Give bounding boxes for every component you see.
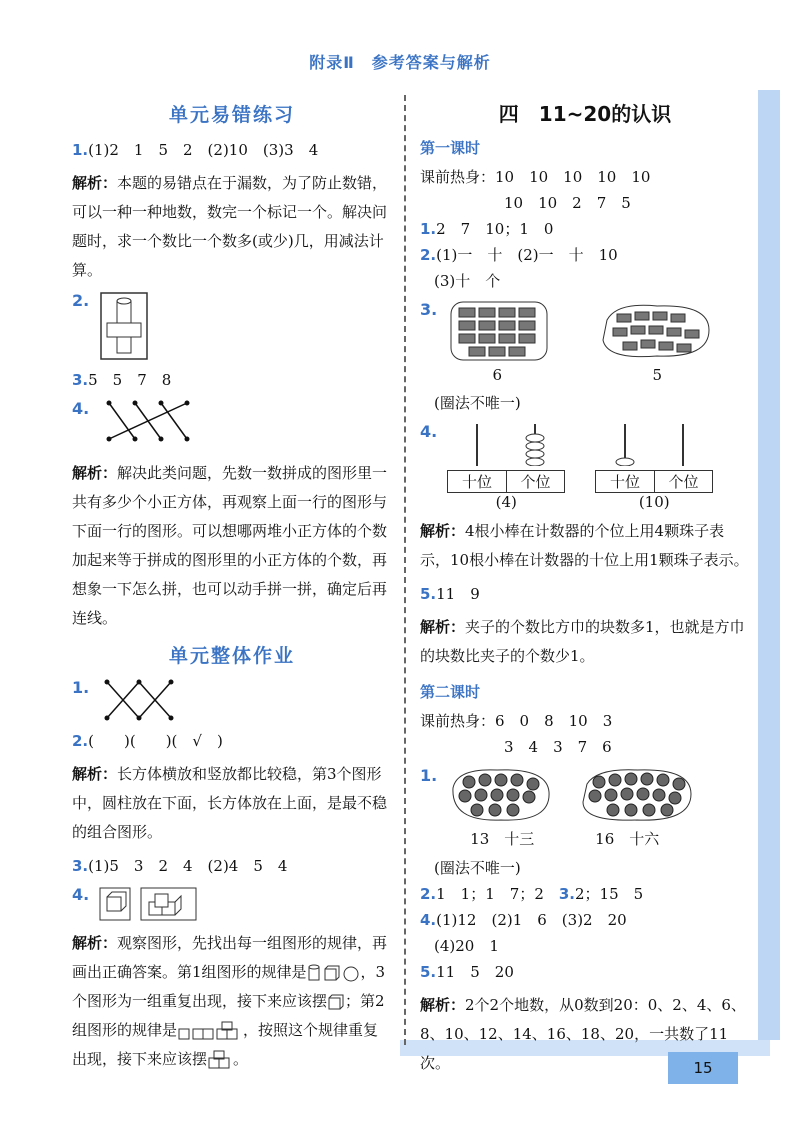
page-number: 15 [668, 1052, 738, 1084]
answer-number: 3. [558, 885, 576, 903]
counter-abacus-1 [447, 422, 565, 511]
abacus-rods-drawing [447, 422, 565, 466]
answer-text: ( )( )( √ ) [88, 732, 223, 750]
answer-text: 1 1；1 7；2 [436, 885, 544, 903]
warmup-line: 3 4 3 7 6 [504, 738, 612, 756]
lesson2-answer-4-cont: (4)20 1 [434, 937, 499, 955]
answer-2 [72, 291, 392, 361]
answer-number: 5. [420, 963, 437, 981]
answer-number: 2. [72, 291, 90, 310]
explanation-4 [72, 929, 392, 1074]
cube-icon [327, 993, 345, 1011]
warmup-line: 课前热身：6 0 8 10 3 [420, 712, 613, 730]
solid-figure-drawing [99, 291, 149, 361]
lesson2-answer-2-3 [420, 881, 750, 907]
answer-4 [420, 422, 750, 511]
figure-caption: 5 [652, 366, 662, 384]
answer-number: 4. [420, 422, 438, 441]
answer-text: 11 5 20 [436, 963, 514, 981]
section-title-homework: 单元整体作业 [168, 645, 295, 667]
matching-lines-drawing [99, 678, 179, 722]
explanation-label: 解析： [420, 996, 466, 1014]
homework-2 [72, 728, 392, 754]
left-column [72, 92, 392, 1080]
tens-place-label: 十位 [596, 471, 655, 492]
explanation-label: 解析： [420, 618, 466, 636]
answer-number: 5. [420, 585, 437, 603]
ones-place-label: 个位 [668, 473, 699, 491]
answer-text: (1)12 (2)1 6 (3)2 20 [436, 911, 627, 929]
explanation-text: 解决此类问题，先数一数拼成的图形里一共有多少个小正方体，再观察上面一行的图形与下面一行的图形。可以想哪两堆小正方体的个数加起来等于拼成的图形里的小正方体的个数，再想象一下怎么拼，也可以动手拼一拼，确定后再连线。 [72, 464, 388, 627]
page-header: 附录Ⅱ 参考答案与解析 [309, 53, 491, 72]
lesson2-answer-5 [420, 959, 750, 985]
section-title-errors: 单元易错练习 [168, 104, 295, 126]
counter-abacus-2 [595, 422, 713, 511]
explanation-2 [72, 459, 392, 633]
chapter-title: 四 11~20的认识 [498, 102, 672, 126]
explanation-text: ；第2组图形的规律是 [72, 992, 385, 1039]
answer-text: 5 5 7 8 [88, 371, 172, 389]
cube-stack-icon [207, 1049, 233, 1071]
explanation-label: 解析： [72, 765, 118, 783]
figure-caption: 16 十六 [595, 830, 660, 848]
answer-number: 1. [420, 220, 437, 238]
answer-number: 2. [420, 246, 437, 264]
grouping-figure [447, 300, 767, 384]
right-column [420, 92, 750, 1084]
answer-2 [420, 242, 750, 268]
answer-4 [72, 399, 392, 443]
answer-text: (1)5 3 2 4 (2)4 5 4 [88, 857, 288, 875]
answer-number: 3. [72, 371, 89, 389]
lesson-title: 第二课时 [420, 683, 481, 701]
answer-number: 2. [72, 732, 89, 750]
cube-answer-drawing [99, 885, 199, 923]
answer-note: (圈法不唯一) [434, 859, 521, 877]
page-edge-decoration [758, 90, 780, 1040]
answer-3 [72, 367, 392, 393]
grouping-figure [447, 766, 697, 849]
warmup-line: 课前热身：10 10 10 10 10 [420, 168, 651, 186]
explanation-text: 观察图形，先找出每一组图形的规律，再画出正确答案。第1组图形的规律是 [72, 934, 388, 981]
explanation-label: 解析： [72, 934, 118, 952]
figure-caption: 13 十三 [470, 830, 535, 848]
explanation-label: 解析： [72, 174, 118, 192]
answer-number: 3. [420, 300, 438, 319]
answer-text: 2；15 5 [575, 885, 644, 903]
answer-number: 4. [72, 399, 90, 418]
explanation-text: 夹子的个数比方巾的块数多1，也就是方巾的块数比夹子的个数少1。 [420, 618, 745, 665]
answer-text: (1)2 1 5 2 (2)10 (3)3 4 [88, 141, 319, 159]
tens-place-label: 十位 [448, 471, 507, 492]
explanation-5 [420, 517, 750, 575]
answer-text: 11 9 [436, 585, 480, 603]
abacus-rods-drawing [595, 422, 713, 466]
explanation-label: 解析： [72, 464, 118, 482]
ones-place-label: 个位 [520, 473, 551, 491]
explanation-6 [420, 613, 750, 671]
answer-number: 4. [420, 911, 437, 929]
explanation-3 [72, 760, 392, 847]
explanation-text: ，3个图形为一组重复出现，接下来应该摆 [72, 963, 386, 1010]
explanation-1 [72, 169, 392, 285]
answer-1 [420, 216, 750, 242]
matching-lines-drawing [99, 399, 199, 443]
answer-number: 2. [420, 885, 437, 903]
answer-text: 2 7 10；1 0 [436, 220, 554, 238]
explanation-text: 长方体横放和竖放都比较稳，第3个图形中，圆柱放在下面，长方体放在上面，是最不稳的组合图形。 [72, 765, 388, 841]
answer-number: 1. [72, 678, 90, 697]
figure-caption: (10) [638, 493, 670, 511]
figure-caption: 6 [492, 366, 502, 384]
circled-objects-drawing [447, 300, 717, 362]
lesson-title: 第一课时 [420, 139, 481, 157]
column-divider [404, 95, 406, 1045]
answer-note: (圈法不唯一) [434, 394, 521, 412]
explanation-label: 解析： [420, 522, 466, 540]
answer-number: 3. [72, 857, 89, 875]
answer-5 [420, 581, 750, 607]
lesson2-answer-4 [420, 907, 750, 933]
explanation-text: 。 [233, 1050, 249, 1068]
lesson2-answer-1 [420, 766, 750, 849]
answer-1 [72, 137, 392, 163]
homework-4 [72, 885, 392, 923]
explanation-text: ，按照这个规律重复出现，接下来应该摆 [72, 1021, 379, 1068]
homework-3 [72, 853, 392, 879]
figure-caption: (4) [495, 493, 517, 511]
explanation-text: 2个2个地数，从0数到20：0、2、4、6、8、10、12、14、16、18、20，一共数了11次。 [420, 996, 746, 1072]
explanation-text: 4根小棒在计数器的个位上用4颗珠子表示，10根小棒在计数器的十位上用1颗珠子表示。 [420, 522, 749, 569]
answer-text: (1)一 十 (2)一 十 10 [436, 246, 618, 264]
homework-1 [72, 678, 392, 722]
answer-number: 1. [72, 141, 89, 159]
answer-2-cont: (3)十 个 [434, 272, 501, 290]
cylinder-cube-circle-icon [307, 964, 361, 982]
warmup-line: 10 10 2 7 5 [504, 194, 631, 212]
circled-tomatoes-drawing [447, 766, 697, 824]
answer-number: 1. [420, 766, 438, 785]
explanation-text: 本题的易错点在于漏数，为了防止数错，可以一种一种地数，数完一个标记一个。解决问题时，求一个数比一个数多(或少)几，用减法计算。 [72, 174, 388, 279]
cube-stack-icon [177, 1020, 243, 1042]
answer-3 [420, 300, 750, 384]
answer-number: 4. [72, 885, 90, 904]
